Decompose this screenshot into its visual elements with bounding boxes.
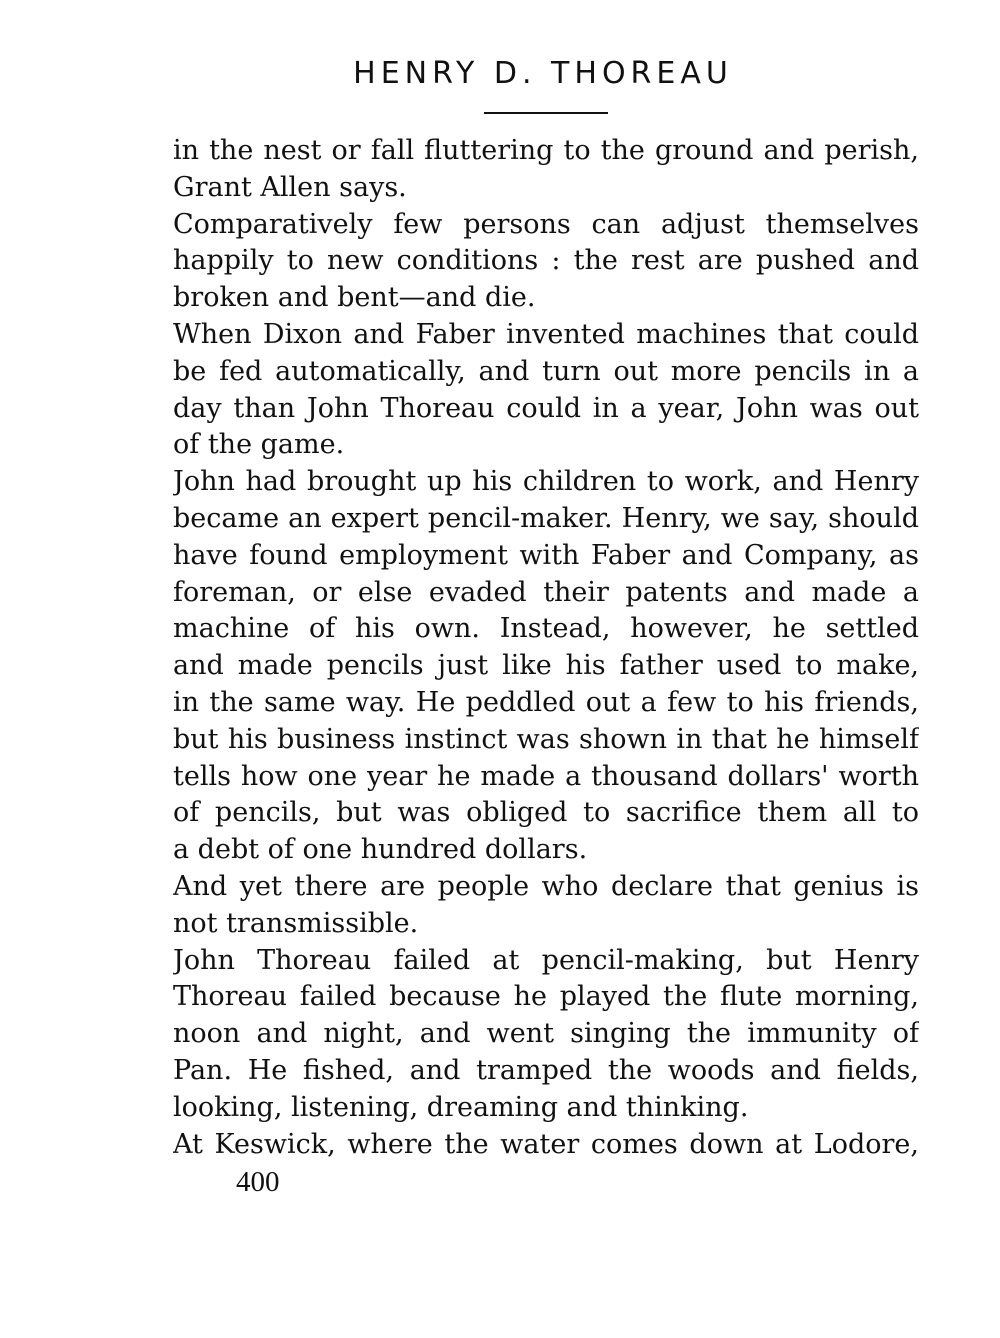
text-line: At Keswick, where the water comes down at Lodore, <box>173 1128 919 1160</box>
text-line: of pencils, but was obliged to sacrifice them all to <box>173 797 919 829</box>
text-line: but his business instinct was shown in that he himself <box>173 723 919 755</box>
text-line: Pan. He fished, and tramped the woods and fields, <box>173 1054 919 1086</box>
text-line: happily to new conditions : the rest are pushed and <box>173 245 919 277</box>
text-line: Grant Allen says. <box>173 171 407 203</box>
text-line: in the nest or fall fluttering to the ground and perish, <box>173 135 919 166</box>
text-line: not transmissible. <box>173 907 419 939</box>
text-line: of the game. <box>173 429 345 461</box>
running-header: HENRY D. THOREAU <box>353 56 733 91</box>
text-line: in the same way. He peddled out a few to his friends, <box>173 686 919 718</box>
header-rule <box>484 112 608 114</box>
text-line: When Dixon and Faber invented machines that could <box>173 318 919 350</box>
text-line: have found employment with Faber and Company, as <box>173 539 919 571</box>
text-line: tells how one year he made a thousand dollars' worth <box>173 760 919 792</box>
text-line: day than John Thoreau could in a year, John was out <box>173 392 919 424</box>
text-line: looking, listening, dreaming and thinking. <box>173 1091 749 1123</box>
text-line: and made pencils just like his father used to make, <box>173 650 919 682</box>
body-text <box>173 133 919 1163</box>
text-line: a debt of one hundred dollars. <box>173 834 588 866</box>
text-line: broken and bent—and die. <box>173 282 536 314</box>
text-line: And yet there are people who declare that genius is <box>173 870 919 902</box>
text-line: John had brought up his children to work, and Henry <box>173 466 919 498</box>
text-line: noon and night, and went singing the immunity of <box>173 1018 919 1050</box>
text-line: Thoreau failed because he played the flute morning, <box>173 981 919 1013</box>
text-line: became an expert pencil-maker. Henry, we say, should <box>173 502 919 534</box>
text-line: machine of his own. Instead, however, he settled <box>173 613 919 645</box>
text-line: Comparatively few persons can adjust themselves <box>173 208 919 240</box>
page-number: 400 <box>236 1166 280 1198</box>
text-line: John Thoreau failed at pencil-making, but Henry <box>173 944 919 976</box>
text-line: be fed automatically, and turn out more pencils in a <box>173 355 919 387</box>
text-line: foreman, or else evaded their patents and made a <box>173 576 919 608</box>
